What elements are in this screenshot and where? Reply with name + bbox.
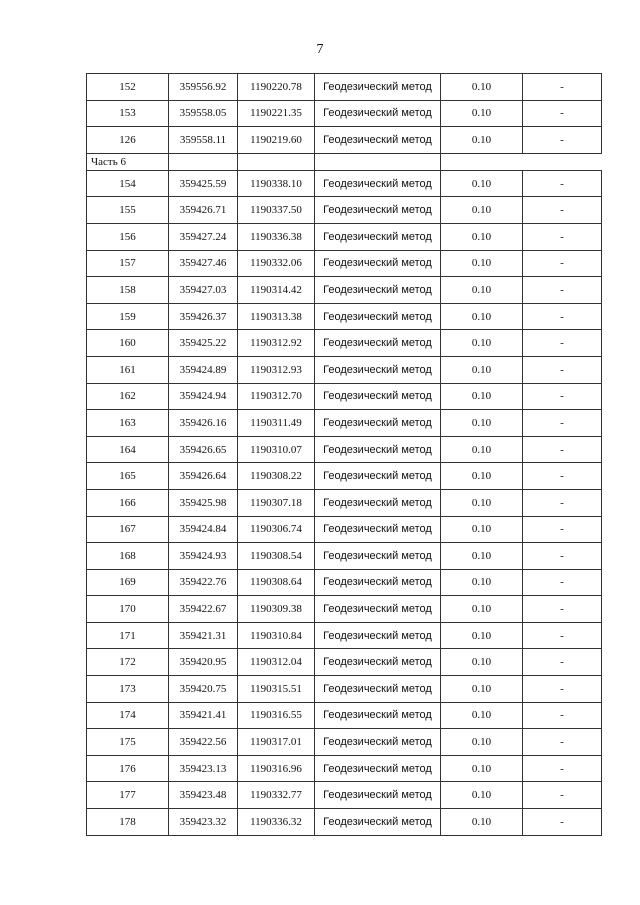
description-cell: -	[523, 277, 602, 304]
coordinate-y-cell: 1190306.74	[238, 516, 315, 543]
description-cell: -	[523, 569, 602, 596]
table-row	[87, 782, 602, 809]
coordinates-table	[86, 73, 602, 836]
description-cell: -	[523, 622, 602, 649]
coordinate-x-cell: 359426.71	[169, 197, 238, 224]
description-cell: -	[523, 303, 602, 330]
method-cell: Геодезический метод	[315, 330, 441, 357]
coordinate-y-cell: 1190332.06	[238, 250, 315, 277]
method-cell: Геодезический метод	[315, 569, 441, 596]
point-number-cell: 126	[87, 127, 169, 154]
table-row	[87, 250, 602, 277]
section-label: Часть 6	[87, 153, 169, 170]
coordinate-y-cell: 1190316.55	[238, 702, 315, 729]
point-number-cell: 164	[87, 436, 169, 463]
description-cell: -	[523, 170, 602, 197]
table-row	[87, 100, 602, 127]
table-row	[87, 596, 602, 623]
coordinate-x-cell: 359422.76	[169, 569, 238, 596]
point-number-cell: 173	[87, 676, 169, 703]
coordinate-x-cell: 359423.32	[169, 809, 238, 836]
accuracy-cell: 0.10	[441, 729, 523, 756]
accuracy-cell: 0.10	[441, 100, 523, 127]
coordinates-table-body	[87, 74, 602, 836]
description-cell: -	[523, 729, 602, 756]
point-number-cell: 169	[87, 569, 169, 596]
point-number-cell: 176	[87, 755, 169, 782]
coordinate-x-cell: 359426.16	[169, 410, 238, 437]
coordinate-x-cell: 359424.94	[169, 383, 238, 410]
coordinate-x-cell: 359421.31	[169, 622, 238, 649]
accuracy-cell: 0.10	[441, 197, 523, 224]
method-cell: Геодезический метод	[315, 100, 441, 127]
coordinate-x-cell: 359424.89	[169, 356, 238, 383]
method-cell: Геодезический метод	[315, 702, 441, 729]
table-row	[87, 277, 602, 304]
accuracy-cell: 0.10	[441, 543, 523, 570]
method-cell: Геодезический метод	[315, 197, 441, 224]
table-row	[87, 649, 602, 676]
accuracy-cell: 0.10	[441, 127, 523, 154]
accuracy-cell: 0.10	[441, 596, 523, 623]
accuracy-cell: 0.10	[441, 74, 523, 101]
table-row	[87, 383, 602, 410]
description-cell: -	[523, 223, 602, 250]
method-cell: Геодезический метод	[315, 250, 441, 277]
accuracy-cell: 0.10	[441, 569, 523, 596]
point-number-cell: 152	[87, 74, 169, 101]
coordinate-y-cell: 1190312.04	[238, 649, 315, 676]
point-number-cell: 154	[87, 170, 169, 197]
point-number-cell: 172	[87, 649, 169, 676]
coordinate-x-cell: 359424.84	[169, 516, 238, 543]
coordinate-x-cell: 359426.37	[169, 303, 238, 330]
point-number-cell: 175	[87, 729, 169, 756]
coordinate-y-cell: 1190219.60	[238, 127, 315, 154]
description-cell: -	[523, 489, 602, 516]
accuracy-cell: 0.10	[441, 649, 523, 676]
method-cell: Геодезический метод	[315, 74, 441, 101]
method-cell: Геодезический метод	[315, 782, 441, 809]
point-number-cell: 163	[87, 410, 169, 437]
table-row	[87, 223, 602, 250]
coordinate-x-cell: 359423.13	[169, 755, 238, 782]
coordinate-y-cell: 1190316.96	[238, 755, 315, 782]
table-row	[87, 729, 602, 756]
coordinate-y-cell: 1190308.64	[238, 569, 315, 596]
method-cell: Геодезический метод	[315, 356, 441, 383]
description-cell: -	[523, 676, 602, 703]
accuracy-cell: 0.10	[441, 410, 523, 437]
coordinate-x-cell: 359558.11	[169, 127, 238, 154]
point-number-cell: 174	[87, 702, 169, 729]
coordinate-x-cell: 359420.75	[169, 676, 238, 703]
method-cell: Геодезический метод	[315, 755, 441, 782]
coordinate-x-cell: 359425.59	[169, 170, 238, 197]
table-row	[87, 809, 602, 836]
accuracy-cell: 0.10	[441, 223, 523, 250]
section-empty-cell	[315, 153, 441, 170]
coordinate-y-cell: 1190332.77	[238, 782, 315, 809]
method-cell: Геодезический метод	[315, 622, 441, 649]
accuracy-cell: 0.10	[441, 383, 523, 410]
accuracy-cell: 0.10	[441, 676, 523, 703]
description-cell: -	[523, 410, 602, 437]
description-cell: -	[523, 330, 602, 357]
coordinate-y-cell: 1190315.51	[238, 676, 315, 703]
method-cell: Геодезический метод	[315, 127, 441, 154]
coordinate-x-cell: 359427.46	[169, 250, 238, 277]
description-cell: -	[523, 436, 602, 463]
coordinate-y-cell: 1190310.07	[238, 436, 315, 463]
method-cell: Геодезический метод	[315, 649, 441, 676]
coordinate-x-cell: 359423.48	[169, 782, 238, 809]
coordinate-x-cell: 359421.41	[169, 702, 238, 729]
description-cell: -	[523, 516, 602, 543]
method-cell: Геодезический метод	[315, 277, 441, 304]
method-cell: Геодезический метод	[315, 729, 441, 756]
description-cell: -	[523, 702, 602, 729]
accuracy-cell: 0.10	[441, 782, 523, 809]
table-row	[87, 622, 602, 649]
point-number-cell: 165	[87, 463, 169, 490]
page-number: 7	[316, 42, 324, 57]
coordinate-y-cell: 1190221.35	[238, 100, 315, 127]
coordinate-y-cell: 1190310.84	[238, 622, 315, 649]
coordinate-x-cell: 359422.67	[169, 596, 238, 623]
section-empty-cell	[169, 153, 238, 170]
table-row	[87, 463, 602, 490]
description-cell: -	[523, 463, 602, 490]
coordinate-y-cell: 1190308.22	[238, 463, 315, 490]
method-cell: Геодезический метод	[315, 596, 441, 623]
coordinate-y-cell: 1190307.18	[238, 489, 315, 516]
point-number-cell: 178	[87, 809, 169, 836]
description-cell: -	[523, 649, 602, 676]
point-number-cell: 167	[87, 516, 169, 543]
accuracy-cell: 0.10	[441, 622, 523, 649]
coordinate-x-cell: 359558.05	[169, 100, 238, 127]
coordinate-y-cell: 1190308.54	[238, 543, 315, 570]
coordinate-y-cell: 1190313.38	[238, 303, 315, 330]
method-cell: Геодезический метод	[315, 223, 441, 250]
coordinate-x-cell: 359422.56	[169, 729, 238, 756]
method-cell: Геодезический метод	[315, 516, 441, 543]
table-row	[87, 516, 602, 543]
accuracy-cell: 0.10	[441, 277, 523, 304]
coordinate-y-cell: 1190337.50	[238, 197, 315, 224]
method-cell: Геодезический метод	[315, 463, 441, 490]
accuracy-cell: 0.10	[441, 516, 523, 543]
coordinate-x-cell: 359425.98	[169, 489, 238, 516]
coordinate-y-cell: 1190317.01	[238, 729, 315, 756]
point-number-cell: 158	[87, 277, 169, 304]
accuracy-cell: 0.10	[441, 702, 523, 729]
point-number-cell: 168	[87, 543, 169, 570]
coordinate-x-cell: 359424.93	[169, 543, 238, 570]
coordinate-y-cell: 1190312.93	[238, 356, 315, 383]
method-cell: Геодезический метод	[315, 489, 441, 516]
point-number-cell: 166	[87, 489, 169, 516]
coordinate-y-cell: 1190336.32	[238, 809, 315, 836]
point-number-cell: 153	[87, 100, 169, 127]
description-cell: -	[523, 755, 602, 782]
table-row	[87, 303, 602, 330]
description-cell: -	[523, 74, 602, 101]
method-cell: Геодезический метод	[315, 383, 441, 410]
table-row	[87, 74, 602, 101]
description-cell: -	[523, 383, 602, 410]
method-cell: Геодезический метод	[315, 809, 441, 836]
point-number-cell: 159	[87, 303, 169, 330]
method-cell: Геодезический метод	[315, 303, 441, 330]
point-number-cell: 171	[87, 622, 169, 649]
accuracy-cell: 0.10	[441, 755, 523, 782]
coordinate-y-cell: 1190338.10	[238, 170, 315, 197]
section-header-row	[87, 153, 602, 170]
table-row	[87, 436, 602, 463]
method-cell: Геодезический метод	[315, 170, 441, 197]
description-cell: -	[523, 100, 602, 127]
accuracy-cell: 0.10	[441, 303, 523, 330]
accuracy-cell: 0.10	[441, 356, 523, 383]
table-row	[87, 702, 602, 729]
coordinate-x-cell: 359427.03	[169, 277, 238, 304]
accuracy-cell: 0.10	[441, 809, 523, 836]
table-row	[87, 170, 602, 197]
coordinate-x-cell: 359426.64	[169, 463, 238, 490]
coordinate-y-cell: 1190314.42	[238, 277, 315, 304]
accuracy-cell: 0.10	[441, 330, 523, 357]
method-cell: Геодезический метод	[315, 436, 441, 463]
method-cell: Геодезический метод	[315, 676, 441, 703]
accuracy-cell: 0.10	[441, 489, 523, 516]
table-row	[87, 676, 602, 703]
point-number-cell: 177	[87, 782, 169, 809]
table-row	[87, 489, 602, 516]
point-number-cell: 170	[87, 596, 169, 623]
coordinate-x-cell: 359556.92	[169, 74, 238, 101]
point-number-cell: 160	[87, 330, 169, 357]
point-number-cell: 162	[87, 383, 169, 410]
description-cell: -	[523, 543, 602, 570]
point-number-cell: 157	[87, 250, 169, 277]
table-row	[87, 127, 602, 154]
table-row	[87, 356, 602, 383]
description-cell: -	[523, 197, 602, 224]
table-row	[87, 197, 602, 224]
accuracy-cell: 0.10	[441, 463, 523, 490]
description-cell: -	[523, 782, 602, 809]
coordinate-x-cell: 359420.95	[169, 649, 238, 676]
point-number-cell: 156	[87, 223, 169, 250]
coordinate-y-cell: 1190312.70	[238, 383, 315, 410]
description-cell: -	[523, 127, 602, 154]
point-number-cell: 161	[87, 356, 169, 383]
description-cell: -	[523, 596, 602, 623]
coordinate-y-cell: 1190311.49	[238, 410, 315, 437]
method-cell: Геодезический метод	[315, 543, 441, 570]
table-row	[87, 569, 602, 596]
coordinate-y-cell: 1190309.38	[238, 596, 315, 623]
description-cell: -	[523, 356, 602, 383]
description-cell: -	[523, 809, 602, 836]
coordinate-x-cell: 359426.65	[169, 436, 238, 463]
accuracy-cell: 0.10	[441, 436, 523, 463]
table-row	[87, 543, 602, 570]
accuracy-cell: 0.10	[441, 250, 523, 277]
point-number-cell: 155	[87, 197, 169, 224]
table-row	[87, 410, 602, 437]
coordinate-y-cell: 1190336.38	[238, 223, 315, 250]
accuracy-cell: 0.10	[441, 170, 523, 197]
description-cell: -	[523, 250, 602, 277]
coordinate-x-cell: 359427.24	[169, 223, 238, 250]
coordinate-x-cell: 359425.22	[169, 330, 238, 357]
table-row	[87, 755, 602, 782]
method-cell: Геодезический метод	[315, 410, 441, 437]
coordinate-y-cell: 1190312.92	[238, 330, 315, 357]
table-row	[87, 330, 602, 357]
section-empty-cell	[238, 153, 315, 170]
coordinate-y-cell: 1190220.78	[238, 74, 315, 101]
